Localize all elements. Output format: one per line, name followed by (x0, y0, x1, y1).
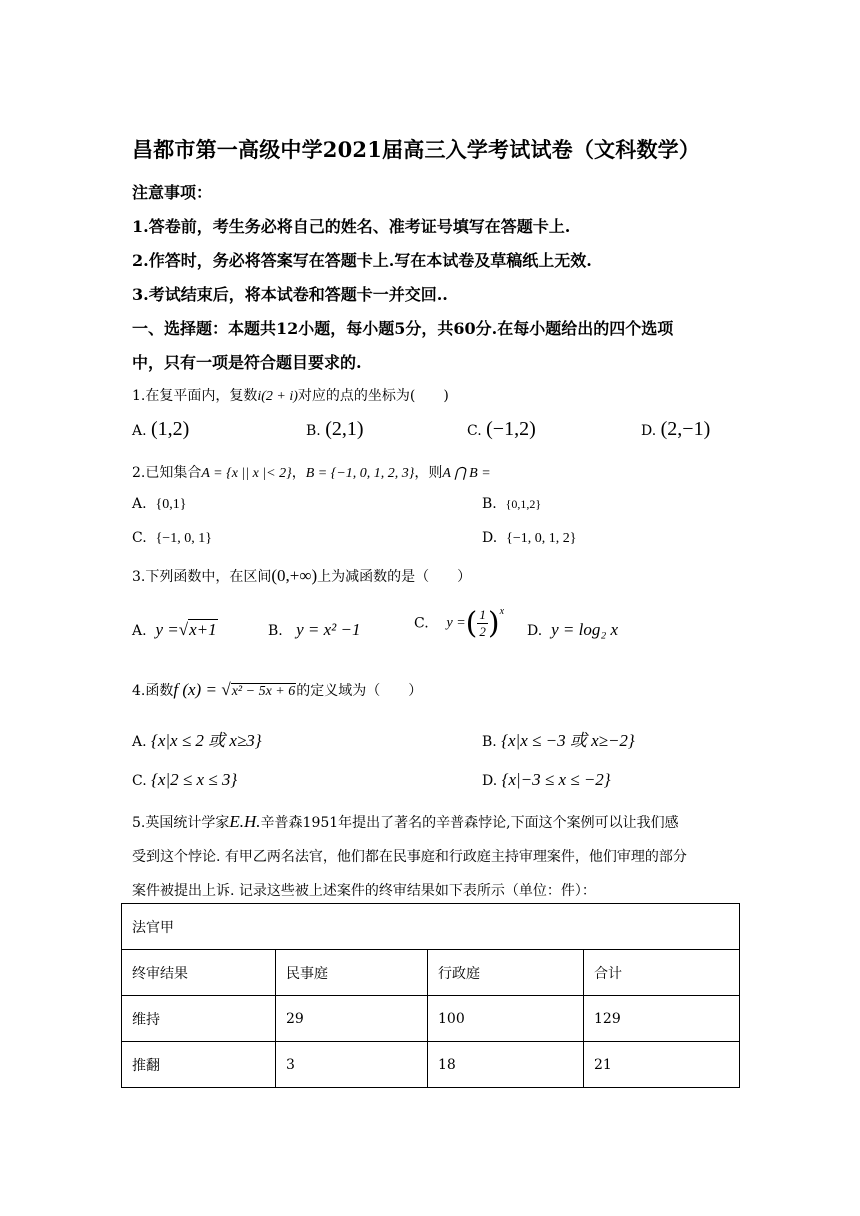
judge-table (121, 903, 740, 1088)
option-label: B. (306, 423, 321, 439)
question-4-function: f (x) = (173, 680, 217, 699)
notice-heading: 注意事项： (132, 183, 213, 202)
question-4-suffix: 的定义域为（ ） (296, 683, 423, 699)
question-5-line-1 (132, 812, 679, 832)
option-value: {0,1,2} (505, 497, 542, 511)
option-value: {x|2 ≤ x ≤ 3} (151, 770, 238, 789)
option-label: A. (132, 734, 147, 750)
option-value: {−1, 0, 1, 2} (506, 531, 577, 546)
question-2-option-d (482, 530, 576, 547)
right-paren: ) (487, 606, 500, 641)
notice-item-3: 3.考试结束后，将本试卷和答题卡一并交回.. (132, 285, 448, 304)
section-heading-line2: 中，只有一项是符合题目要求的. (132, 353, 362, 372)
question-1-option-d (641, 418, 710, 441)
question-2-option-b (482, 496, 541, 512)
table-cell: 100 (428, 996, 584, 1042)
question-2-prefix: 2.已知集合 (132, 465, 202, 481)
question-4-option-b (482, 726, 635, 751)
fraction-denominator: 2 (479, 624, 486, 639)
question-4-radicand: x² − 5x + 6 (231, 684, 296, 699)
question-1 (132, 385, 449, 405)
table-caption: 法官甲 (122, 904, 740, 950)
page-title: 昌都市第一高级中学2021届高三入学考试试卷（文科数学） (132, 137, 701, 162)
option-label: D. (482, 773, 498, 789)
table-header-cell: 行政庭 (428, 950, 584, 996)
table-cell: 21 (584, 1042, 740, 1088)
question-1-option-c (467, 418, 536, 441)
question-2-option-a (132, 496, 186, 513)
table-cell: 18 (428, 1042, 584, 1088)
section-heading-line1: 一、选择题：本题共12小题，每小题5分，共60分.在每小题给出的四个选项 (132, 319, 674, 338)
option-label: B. (482, 734, 497, 750)
exponent: x (499, 606, 505, 617)
question-2-option-c (132, 530, 212, 547)
option-value: {x|x ≤ −3 或 x≥−2} (501, 731, 635, 750)
question-1-suffix: 对应的点的坐标为( ) (297, 388, 449, 404)
question-2-set-a: A = {x || x |< 2} (201, 466, 292, 481)
table-cell: 29 (276, 996, 428, 1042)
notice-item-1: 1.答卷前，考生务必将自己的姓名、准考证号填写在答题卡上. (132, 217, 571, 236)
question-1-expression: i(2 + i) (257, 389, 298, 404)
left-paren: ( (465, 606, 478, 641)
question-5-name: E.H. (229, 812, 261, 831)
table-header-row (122, 950, 740, 996)
option-value: {x|x ≤ 2 或 x≥3} (151, 731, 262, 750)
option-value: y = log₂ x (551, 620, 619, 639)
option-value: {x|−3 ≤ x ≤ −2} (501, 770, 611, 789)
question-3 (132, 566, 471, 586)
option-lhs: y = (446, 615, 466, 631)
question-2-expression: A ⋂ B = (442, 466, 491, 481)
question-1-option-a (132, 418, 189, 441)
table-header-cell: 民事庭 (276, 950, 428, 996)
option-label: C. (467, 423, 482, 439)
sqrt-sign: √ (221, 680, 231, 699)
option-label: B. (268, 623, 283, 639)
question-3-suffix: 上为减函数的是（ ） (317, 569, 472, 585)
option-value: (1,2) (151, 418, 190, 440)
option-label: A. (132, 423, 147, 439)
option-value: (2,1) (325, 418, 364, 440)
question-4 (132, 680, 422, 700)
option-label: A. (132, 623, 147, 639)
option-value: {0,1} (155, 497, 187, 512)
fraction (477, 607, 488, 640)
question-3-option-d (527, 620, 618, 640)
question-4-option-c (132, 770, 237, 790)
sqrt-sign: √ (178, 620, 189, 639)
option-radicand: x+1 (189, 620, 217, 639)
option-value: y = x² −1 (296, 620, 361, 639)
notice-item-2: 2.作答时，务必将答案写在答题卡上.写在本试卷及草稿纸上无效. (132, 251, 592, 270)
option-label: B. (482, 496, 497, 512)
question-3-option-a (132, 620, 218, 640)
table-row (122, 1042, 740, 1088)
option-value: (−1,2) (486, 418, 536, 440)
question-4-option-a (132, 726, 262, 751)
table-header-cell: 合计 (584, 950, 740, 996)
table-cell: 3 (276, 1042, 428, 1088)
question-3-option-b (268, 620, 361, 640)
question-5-prefix: 5.英国统计学家 (132, 815, 230, 831)
table-row (122, 996, 740, 1042)
option-value: {−1, 0, 1} (155, 531, 212, 546)
table-cell: 维持 (122, 996, 276, 1042)
option-label: D. (641, 423, 657, 439)
question-5-line-3: 案件被提出上诉. 记录这些被上述案件的终审结果如下表所示（单位：件）： (132, 883, 596, 899)
table-header-cell: 终审结果 (122, 950, 276, 996)
table-caption-row (122, 904, 740, 950)
question-3-prefix: 3.下列函数中，在区间 (132, 569, 272, 585)
question-2-separator: ， (291, 465, 306, 481)
option-label: D. (527, 623, 543, 639)
question-1-option-b (306, 418, 364, 441)
question-3-interval: (0,+∞) (271, 566, 318, 585)
question-5-line-2: 受到这个悖论. 有甲乙两名法官，他们都在民事庭和行政庭主持审理案件，他们审理的部分 (132, 849, 687, 865)
option-lhs: y = (155, 620, 179, 639)
option-label: C. (414, 615, 429, 632)
question-2-suffix: ，则 (414, 465, 443, 481)
question-2 (132, 462, 491, 482)
question-3-option-c (414, 606, 504, 641)
option-value: (2,−1) (660, 418, 711, 440)
question-5-text: 辛普森1951年提出了著名的辛普森悖论,下面这个案例可以让我们感 (260, 815, 679, 831)
question-4-prefix: 4.函数 (132, 683, 174, 699)
option-label: C. (132, 773, 147, 789)
option-label: C. (132, 530, 147, 546)
table-cell: 推翻 (122, 1042, 276, 1088)
question-2-set-b: B = {−1, 0, 1, 2, 3} (305, 466, 415, 481)
table-cell: 129 (584, 996, 740, 1042)
question-1-prefix: 1.在复平面内，复数 (132, 388, 258, 404)
option-label: A. (132, 496, 147, 512)
option-label: D. (482, 530, 498, 546)
question-4-option-d (482, 770, 611, 790)
fraction-numerator: 1 (479, 607, 486, 622)
